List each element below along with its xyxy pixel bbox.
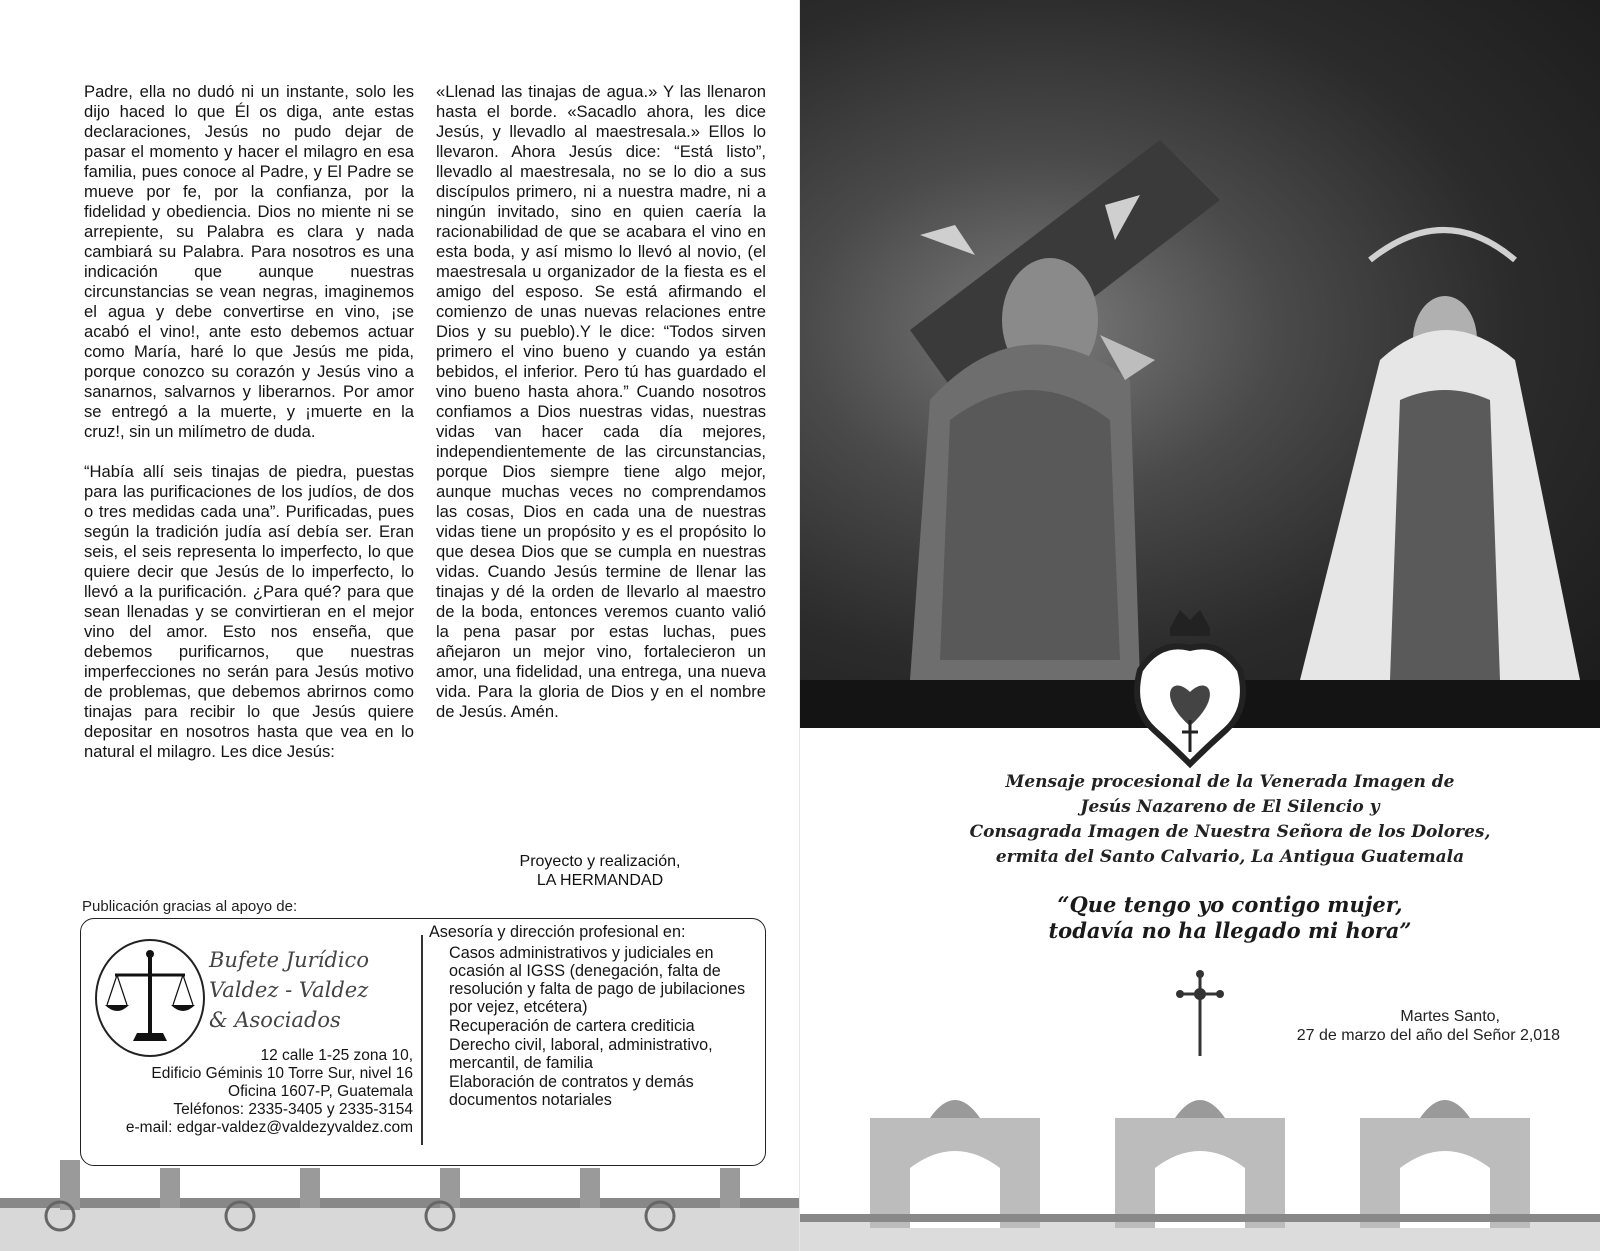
right-page bbox=[800, 0, 1600, 1251]
service-item: Recuperación de cartera crediticia bbox=[449, 1017, 695, 1035]
text-column-1 bbox=[84, 82, 414, 782]
service-item: Casos administrativos y judiciales en ocasión al IGSS (denegación, falta de resolución y falta de pago de jubilaciones por vejez, etcétera) bbox=[449, 944, 746, 1016]
calvary-church-facade-illustration bbox=[800, 1050, 1600, 1251]
firm-name-line-2: Valdez - Valdez bbox=[209, 978, 369, 1002]
procession-title bbox=[900, 770, 1560, 870]
date-line-1: Martes Santo, bbox=[1400, 1008, 1500, 1025]
church-facade-illustration bbox=[0, 1088, 800, 1251]
credits-line-1: Proyecto y realización, bbox=[519, 853, 681, 870]
address-line: 12 calle 1-25 zona 10, bbox=[260, 1047, 413, 1064]
title-line: Jesús Nazareno de El Silencio y bbox=[1080, 797, 1380, 817]
firm-name-line-3: & Asociados bbox=[209, 1008, 341, 1032]
quote-line: “Que tengo yo contigo mujer, bbox=[1057, 892, 1403, 917]
firm-name-line-1: Bufete Jurídico bbox=[209, 948, 369, 972]
scripture-quote bbox=[940, 892, 1520, 944]
column-1-paragraph-1: Padre, ella no dudó ni un instante, solo les dijo haced lo que Él os diga, ante estas declaraciones, Jesús no pudo dejar de pasar el momento y hacer el milagro en esa familia, pues conoce al Padre, y El Padre se mueve por fe, por la confianza, por la fidelidad y obediencia. Dios no miente ni se arrepiente, su Palabra es clara y nada cambiará su Palabra. Para nosotros es una indicación que aunque nuestras circunstancias se vean negras, imaginemos el agua y debe convertirse en vino, ¡se acabó el vino!, ante esto debemos actuar como María, haré lo que Jesús me pida, porque conozco su corazón y Jesús vino a sanarnos, salvarnos y liberarnos. Por amor se entregó a la muerte, y ¡muerte en la cruz!, sin un milímetro de duda. bbox=[84, 82, 414, 441]
text-column-2 bbox=[436, 82, 766, 742]
date-block bbox=[1200, 1007, 1560, 1045]
title-line: Consagrada Imagen de Nuestra Señora de los Dolores, bbox=[969, 822, 1491, 842]
brotherhood-crest-icon bbox=[1100, 596, 1280, 772]
column-1-paragraph-2: “Había allí seis tinajas de piedra, puestas para las purificaciones de los judíos, de dos o tres medidas cada una”. Purificadas, pues según la tradición judía así debía ser. Eran seis, el seis representa lo imperfecto, lo que quiere decir que Jesús de lo imperfecto, lo llevó a la purificación. ¿Para qué? para que sean llenadas y se convirtieran en el mejor vino del amor. Esto nos enseña, que debemos purificarnos, que nuestras imperfecciones no serán para Jesús motivo de problemas, que debemos abrirnos como tinajas para recibir lo que Jesús quiere depositar en nosotros hasta que vea en lo natural el milagro. Les dice Jesús: bbox=[84, 462, 414, 761]
title-line: Mensaje procesional de la Venerada Imagen de bbox=[1005, 772, 1455, 792]
column-2-paragraph-1: «Llenad las tinajas de agua.» Y las llenaron hasta el borde. «Sacadlo ahora, les dice Jesús, y llevadlo al maestresala.» Ellos lo llevaron. Ahora Jesús dice: “Está listo”, llevadlo al maestresala, no se lo dio a sus discípulos primero, ni a nuestra madre, ni a ningún invitado, sino en quien caería la racionabilidad de que se acabara el vino en esta boda, y así mismo lo llevó al novio, (el maestresala u organizador de la fiesta es el amigo del esposo. Se está afirmando el comienzo de unas nuevas relaciones entre Dios y su pueblo).Y le dice: “Todos sirven primero el vino bueno y cuando ya están bebidos, el inferior. Pero tú has guardado el vino bueno hasta ahora.” Cuando nosotros confiamos a Dios nuestras vidas, nuestras vidas van hacer cada día mejores, independientemente de las circunstancias, porque Dios siempre tiene algo mejor, aunque muchas veces no comprendamos las cosas, Dios en cada una de nuestras vidas tiene un propósito y es el propósito lo que desea Dios que se cumpla en nuestras vidas. Cuando Jesús termine de llenar las tinajas y dé la orden de llevarlo al maestro de la boda, entonces veremos cuanto valió la pena pasar por estas luchas, pues añejaron un mejor vino, fortalecieron un amor, una fidelidad, una entrega, una nueva vida. Para la gloria de Dios y en el nombre de Jesús. Amén. bbox=[436, 82, 766, 721]
firm-name bbox=[209, 945, 409, 1035]
email-line: e-mail: edgar-valdez@valdezyvaldez.com bbox=[125, 1119, 413, 1136]
title-line: ermita del Santo Calvario, La Antigua Guatemala bbox=[995, 847, 1465, 867]
date-line-2: 27 de marzo del año del Señor 2,018 bbox=[1296, 1027, 1560, 1044]
scales-of-justice-icon bbox=[95, 939, 205, 1057]
address-line: Oficina 1607-P, Guatemala bbox=[228, 1083, 413, 1100]
address-line: Edificio Géminis 10 Torre Sur, nivel 16 bbox=[151, 1065, 413, 1082]
service-item: Elaboración de contratos y demás documentos notariales bbox=[449, 1073, 694, 1109]
credits-line-2: LA HERMANDAD bbox=[536, 872, 664, 889]
service-item: Derecho civil, laboral, administrativo, mercantil, de familia bbox=[449, 1036, 713, 1072]
credits bbox=[460, 852, 740, 890]
services-heading: Asesoría y dirección profesional en: bbox=[429, 923, 686, 941]
services-list bbox=[429, 923, 759, 1110]
quote-line: todavía no ha llegado mi hora” bbox=[1048, 918, 1412, 943]
support-label: Publicación gracias al apoyo de: bbox=[82, 898, 298, 915]
phone-line: Teléfonos: 2335-3405 y 2335-3154 bbox=[173, 1101, 413, 1118]
